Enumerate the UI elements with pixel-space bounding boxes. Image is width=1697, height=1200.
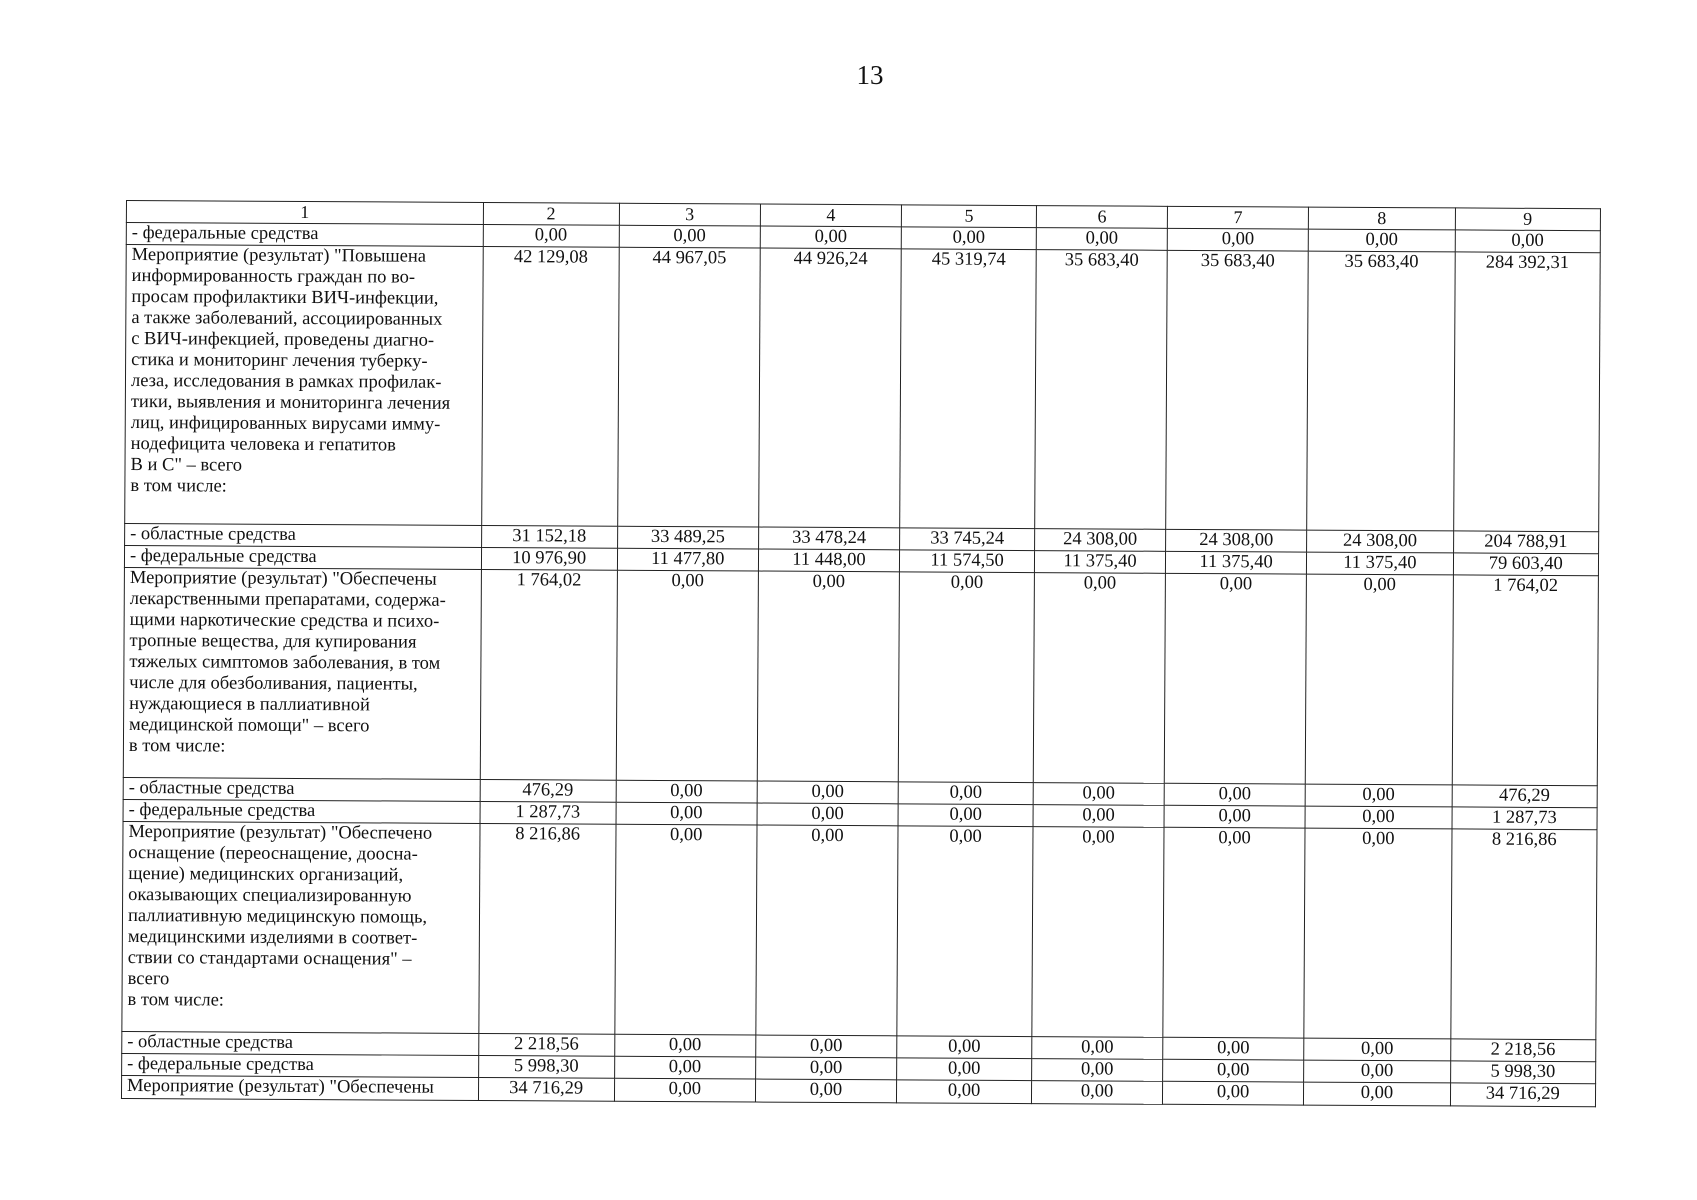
- value-cell: 0,00: [898, 572, 1034, 783]
- value-cell: 24 308,00: [1035, 529, 1166, 552]
- value-cell: 0,00: [1164, 805, 1305, 828]
- value-cell: 0,00: [897, 1036, 1032, 1059]
- table-row: [122, 821, 1597, 1039]
- row-label-line: - федеральные средства: [131, 223, 319, 245]
- value-cell: 0,00: [898, 782, 1033, 805]
- value-cell: 0,00: [898, 804, 1033, 827]
- value-cell: 33 489,25: [617, 526, 758, 549]
- page-number: 13: [856, 60, 884, 90]
- row-label: [125, 245, 483, 526]
- value-cell: 34 716,29: [478, 1077, 614, 1101]
- value-cell: 34 716,29: [1450, 1083, 1596, 1107]
- value-cell: 44 926,24: [759, 248, 902, 528]
- value-cell: 0,00: [1163, 1037, 1304, 1060]
- row-label-line: оснащение (переоснащение, дооснa-: [128, 843, 418, 865]
- row-label: [124, 545, 481, 569]
- column-header: 9: [1455, 208, 1601, 231]
- column-header: 4: [760, 204, 901, 227]
- value-cell: 42 129,08: [481, 246, 619, 526]
- value-cell: 0,00: [1305, 784, 1451, 807]
- value-cell: 0,00: [619, 225, 760, 248]
- row-label-line: Мероприятие (результат) "Обеспечены: [129, 568, 437, 590]
- row-label-line: щение) медицинских организаций,: [128, 864, 404, 886]
- value-cell: 33 478,24: [758, 527, 899, 550]
- row-label: [123, 777, 480, 801]
- row-label-line: нуждающиеся в паллиативной: [129, 694, 371, 716]
- value-cell: 11 477,80: [617, 548, 758, 571]
- value-cell: 11 375,40: [1307, 552, 1453, 575]
- value-cell: 0,00: [614, 1056, 755, 1079]
- row-label-line: щими наркотические средства и психо-: [129, 610, 440, 632]
- row-label-line: стика и мониторинг лечения туберку-: [131, 350, 428, 372]
- value-cell: 0,00: [756, 825, 898, 1036]
- row-label-line: ствии со стандартами оснащения" –: [127, 948, 412, 970]
- value-cell: 0,00: [757, 803, 898, 826]
- value-cell: 35 683,40: [1166, 250, 1309, 530]
- row-label-line: всего: [127, 969, 170, 990]
- row-label-line: паллиативную медицинскую помощь,: [127, 906, 428, 928]
- row-label-line: в том числе:: [128, 736, 226, 757]
- row-label-line: лиц, инфицированных вирусами имму-: [130, 413, 441, 435]
- value-cell: 0,00: [1163, 827, 1305, 1038]
- value-cell: 0,00: [1032, 1059, 1163, 1082]
- value-cell: 11 448,00: [758, 549, 899, 572]
- row-label-line: - областные средства: [127, 1032, 294, 1053]
- value-cell: 33 745,24: [900, 528, 1035, 551]
- value-cell: 1 764,02: [480, 569, 617, 780]
- value-cell: 0,00: [756, 1035, 897, 1058]
- value-cell: 0,00: [1308, 229, 1454, 252]
- value-cell: 1 764,02: [1452, 575, 1599, 786]
- value-cell: 0,00: [1455, 230, 1601, 253]
- value-cell: 0,00: [614, 1078, 755, 1102]
- row-label-line: Мероприятие (результат) "Обеспечены: [126, 1076, 434, 1098]
- value-cell: 0,00: [615, 824, 757, 1035]
- value-cell: 0,00: [1033, 573, 1165, 784]
- column-header: 6: [1036, 206, 1167, 229]
- row-label-line: Мероприятие (результат) "Обеспечено: [128, 822, 433, 844]
- value-cell: 0,00: [1163, 1059, 1304, 1082]
- value-cell: 2 218,56: [478, 1033, 614, 1056]
- value-cell: 1 287,73: [480, 801, 616, 824]
- row-label-line: а также заболеваний, ассоциированных: [131, 308, 443, 330]
- table-row: [125, 245, 1601, 532]
- row-label: [123, 567, 481, 779]
- value-cell: 0,00: [1033, 805, 1164, 828]
- value-cell: 8 216,86: [478, 823, 615, 1034]
- column-header: 5: [901, 205, 1036, 228]
- row-label-line: Мероприятие (результат) "Повышена: [131, 245, 427, 267]
- value-cell: 0,00: [1036, 228, 1167, 251]
- value-cell: 0,00: [1032, 1037, 1163, 1060]
- value-cell: 284 392,31: [1453, 252, 1600, 532]
- value-cell: 0,00: [1305, 806, 1451, 829]
- column-header: 1: [126, 201, 483, 225]
- row-label-line: медицинскими изделиями в соответ-: [127, 927, 418, 949]
- row-label-line: информированность граждан по во-: [131, 266, 416, 288]
- column-header: 7: [1167, 206, 1308, 229]
- value-cell: 476,29: [480, 779, 616, 802]
- value-cell: 0,00: [757, 781, 898, 804]
- value-cell: 11 375,40: [1165, 551, 1306, 574]
- row-label-line: - федеральные средства: [129, 546, 317, 568]
- row-label-line: числе для обезболивания, пациенты,: [129, 673, 418, 695]
- row-label-line: - областные средства: [128, 778, 295, 799]
- value-cell: 8 216,86: [1450, 829, 1597, 1040]
- row-label: [122, 1053, 479, 1077]
- row-label: [121, 1075, 478, 1100]
- value-cell: 0,00: [757, 571, 899, 782]
- row-label-line: леза, исследования в рамках профилак-: [130, 371, 442, 393]
- value-cell: 35 683,40: [1307, 251, 1455, 531]
- value-cell: 0,00: [1304, 1082, 1450, 1106]
- value-cell: 31 152,18: [481, 525, 617, 548]
- value-cell: 0,00: [897, 826, 1033, 1037]
- value-cell: 1 287,73: [1452, 807, 1598, 830]
- row-label-line: В и С" – всего: [130, 455, 243, 476]
- value-cell: 0,00: [616, 570, 758, 781]
- value-cell: 0,00: [1304, 1060, 1450, 1083]
- value-cell: 5 998,30: [478, 1055, 614, 1078]
- value-cell: 45 319,74: [900, 249, 1037, 529]
- column-header: 8: [1309, 207, 1455, 230]
- value-cell: 0,00: [1162, 1081, 1303, 1105]
- row-label-line: нодефицита человека и гепатитов: [130, 434, 396, 456]
- row-label-line: тики, выявления и мониторинга лечения: [130, 392, 451, 414]
- value-cell: 0,00: [1032, 1081, 1163, 1105]
- value-cell: 24 308,00: [1166, 529, 1307, 552]
- value-cell: 204 788,91: [1453, 531, 1599, 554]
- value-cell: 2 218,56: [1450, 1039, 1596, 1062]
- value-cell: 0,00: [1305, 574, 1453, 785]
- value-cell: 11 574,50: [900, 550, 1035, 573]
- value-cell: 0,00: [760, 226, 901, 249]
- value-cell: 0,00: [1167, 228, 1308, 251]
- value-cell: 35 683,40: [1035, 250, 1167, 530]
- value-cell: 44 967,05: [617, 247, 760, 527]
- value-cell: 476,29: [1452, 785, 1598, 808]
- value-cell: 10 976,90: [481, 547, 617, 570]
- value-cell: 0,00: [483, 224, 619, 247]
- row-label-line: в том числе:: [130, 476, 227, 497]
- value-cell: 0,00: [616, 780, 757, 803]
- value-cell: 0,00: [1164, 783, 1305, 806]
- column-header: 3: [619, 203, 760, 226]
- value-cell: 0,00: [1164, 573, 1306, 784]
- row-label-line: с ВИЧ-инфекцией, проведены диагно-: [131, 329, 435, 351]
- budget-table: [121, 200, 1601, 1107]
- value-cell: 5 998,30: [1450, 1061, 1596, 1084]
- row-label-line: в том числе:: [127, 990, 225, 1011]
- row-label: [125, 523, 482, 547]
- value-cell: 0,00: [1032, 827, 1164, 1038]
- table-row: [123, 567, 1598, 785]
- value-cell: 24 308,00: [1307, 530, 1453, 553]
- value-cell: 0,00: [1304, 1038, 1450, 1061]
- value-cell: 79 603,40: [1453, 553, 1599, 576]
- row-label-line: - областные средства: [130, 524, 296, 545]
- value-cell: 0,00: [614, 1034, 755, 1057]
- row-label: [122, 821, 480, 1033]
- value-cell: 0,00: [755, 1079, 896, 1103]
- value-cell: 0,00: [897, 1080, 1032, 1104]
- value-cell: 0,00: [1304, 828, 1452, 1039]
- row-label: [122, 1031, 479, 1055]
- row-label-line: - федеральные средства: [128, 800, 316, 822]
- row-label: [126, 223, 483, 247]
- row-label-line: лекарственными препаратами, содержа-: [129, 589, 446, 611]
- row-label: [123, 799, 480, 823]
- value-cell: 0,00: [755, 1057, 896, 1080]
- row-label-line: тропные вещества, для купирования: [129, 631, 417, 653]
- value-cell: 0,00: [897, 1058, 1032, 1081]
- row-label-line: тяжелых симптомов заболевания, в том: [129, 652, 441, 674]
- row-label-line: оказывающих специализированную: [128, 885, 412, 907]
- row-label-line: - федеральные средства: [127, 1054, 314, 1076]
- value-cell: 11 375,40: [1035, 551, 1166, 574]
- column-header: 2: [483, 202, 619, 225]
- value-cell: 0,00: [616, 802, 757, 825]
- row-label-line: просам профилактики ВИЧ-инфекции,: [131, 287, 439, 309]
- row-label-line: медицинской помощи" – всего: [129, 715, 370, 737]
- value-cell: 0,00: [1033, 783, 1164, 806]
- value-cell: 0,00: [901, 227, 1036, 250]
